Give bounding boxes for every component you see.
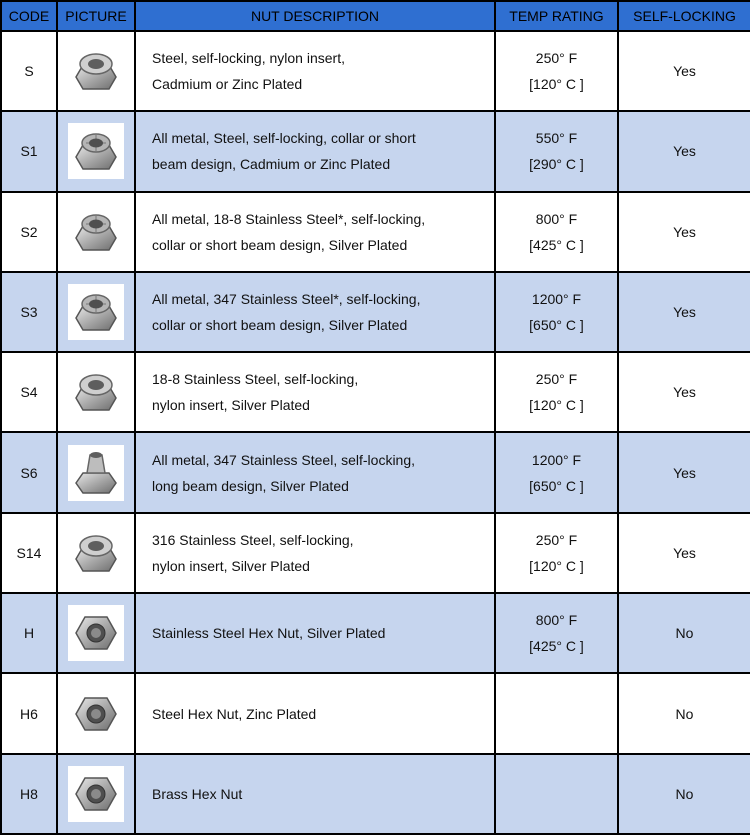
nylon-insert-lock-nut-icon	[68, 525, 124, 581]
description-cell	[135, 432, 495, 512]
temp-rating-cell	[495, 513, 618, 593]
description-line-1: Brass Hex Nut	[152, 785, 243, 802]
all-metal-lock-nut-icon	[68, 284, 124, 340]
picture-cell	[57, 673, 135, 753]
temp-rating-cell	[495, 432, 618, 512]
description-line-2: collar or short beam design, Silver Plated	[152, 236, 408, 253]
code-cell: H6	[1, 673, 57, 753]
temp-celsius: [425° C ]	[529, 638, 584, 655]
table-row	[1, 352, 750, 432]
code-cell: S4	[1, 352, 57, 432]
description-line-2: nylon insert, Silver Plated	[152, 557, 310, 574]
table-row	[1, 192, 750, 272]
description-line-1: All metal, 347 Stainless Steel*, self-locking,	[152, 291, 421, 308]
description-line-1: 18-8 Stainless Steel, self-locking,	[152, 371, 359, 388]
temp-fahrenheit: 250° F	[535, 50, 578, 67]
description-line-2: nylon insert, Silver Plated	[152, 397, 310, 414]
temp-celsius: [650° C ]	[529, 477, 584, 494]
header-description: NUT DESCRIPTION	[135, 1, 495, 31]
hex-nut-icon	[68, 605, 124, 661]
header-row	[1, 1, 750, 31]
description-cell	[135, 513, 495, 593]
picture-cell	[57, 192, 135, 272]
all-metal-lock-nut-icon	[68, 123, 124, 179]
description-line-1: Steel Hex Nut, Zinc Plated	[152, 705, 317, 722]
self-locking-cell: No	[618, 593, 750, 673]
picture-cell	[57, 754, 135, 834]
description-line-1: All metal, 347 Stainless Steel, self-locking,	[152, 451, 416, 468]
table-row	[1, 272, 750, 352]
description-cell	[135, 31, 495, 111]
self-locking-cell: No	[618, 754, 750, 834]
header-self-locking: SELF-LOCKING	[618, 1, 750, 31]
code-cell: H	[1, 593, 57, 673]
code-cell: H8	[1, 754, 57, 834]
code-cell: S3	[1, 272, 57, 352]
description-cell	[135, 272, 495, 352]
temp-fahrenheit: 1200° F	[531, 291, 582, 308]
description-cell	[135, 754, 495, 834]
header-code: CODE	[1, 1, 57, 31]
temp-fahrenheit: 250° F	[535, 371, 578, 388]
description-line-1: Steel, self-locking, nylon insert,	[152, 50, 345, 67]
self-locking-cell: Yes	[618, 31, 750, 111]
header-picture: PICTURE	[57, 1, 135, 31]
self-locking-cell: Yes	[618, 513, 750, 593]
self-locking-cell: Yes	[618, 352, 750, 432]
picture-cell	[57, 111, 135, 191]
description-line-1: 316 Stainless Steel, self-locking,	[152, 531, 354, 548]
temp-rating-cell	[495, 111, 618, 191]
header-temp-rating: TEMP RATING	[495, 1, 618, 31]
self-locking-cell: Yes	[618, 192, 750, 272]
table-row	[1, 111, 750, 191]
temp-rating-cell	[495, 352, 618, 432]
code-cell: S14	[1, 513, 57, 593]
description-cell	[135, 111, 495, 191]
temp-rating-cell	[495, 192, 618, 272]
hex-nut-icon	[68, 766, 124, 822]
temp-celsius: [120° C ]	[529, 397, 584, 414]
description-line-2: long beam design, Silver Plated	[152, 477, 349, 494]
picture-cell	[57, 593, 135, 673]
table-row	[1, 754, 750, 834]
temp-rating-cell	[495, 593, 618, 673]
description-cell	[135, 352, 495, 432]
code-cell: S6	[1, 432, 57, 512]
temp-celsius: [425° C ]	[529, 236, 584, 253]
description-cell	[135, 673, 495, 753]
temp-rating-cell	[495, 754, 618, 834]
temp-rating-cell	[495, 31, 618, 111]
table-row	[1, 593, 750, 673]
description-line-2: collar or short beam design, Silver Plated	[152, 317, 408, 334]
temp-celsius: [650° C ]	[529, 317, 584, 334]
description-line-2: beam design, Cadmium or Zinc Plated	[152, 156, 391, 173]
temp-fahrenheit: 800° F	[535, 612, 578, 629]
all-metal-lock-nut-icon	[68, 204, 124, 260]
description-line-1: All metal, 18-8 Stainless Steel*, self-locking,	[152, 210, 426, 227]
nylon-insert-lock-nut-icon	[68, 364, 124, 420]
picture-cell	[57, 272, 135, 352]
code-cell: S1	[1, 111, 57, 191]
temp-celsius: [120° C ]	[529, 76, 584, 93]
description-line-1: Stainless Steel Hex Nut, Silver Plated	[152, 625, 386, 642]
temp-fahrenheit: 250° F	[535, 531, 578, 548]
temp-rating-cell	[495, 673, 618, 753]
self-locking-cell: Yes	[618, 272, 750, 352]
description-cell	[135, 593, 495, 673]
code-cell: S	[1, 31, 57, 111]
table-row	[1, 31, 750, 111]
picture-cell	[57, 432, 135, 512]
table-row	[1, 673, 750, 753]
temp-celsius: [290° C ]	[529, 156, 584, 173]
temp-fahrenheit: 800° F	[535, 210, 578, 227]
long-beam-lock-nut-icon	[68, 445, 124, 501]
code-cell: S2	[1, 192, 57, 272]
self-locking-cell: Yes	[618, 432, 750, 512]
hex-nut-icon	[68, 686, 124, 742]
picture-cell	[57, 352, 135, 432]
description-cell	[135, 192, 495, 272]
table-row	[1, 513, 750, 593]
self-locking-cell: Yes	[618, 111, 750, 191]
self-locking-cell: No	[618, 673, 750, 753]
table-row	[1, 432, 750, 512]
temp-celsius: [120° C ]	[529, 557, 584, 574]
description-line-1: All metal, Steel, self-locking, collar or short	[152, 130, 416, 147]
picture-cell	[57, 31, 135, 111]
temp-rating-cell	[495, 272, 618, 352]
temp-fahrenheit: 550° F	[535, 130, 578, 147]
picture-cell	[57, 513, 135, 593]
nylon-insert-lock-nut-icon	[68, 43, 124, 99]
description-line-2: Cadmium or Zinc Plated	[152, 76, 303, 93]
temp-fahrenheit: 1200° F	[531, 451, 582, 468]
